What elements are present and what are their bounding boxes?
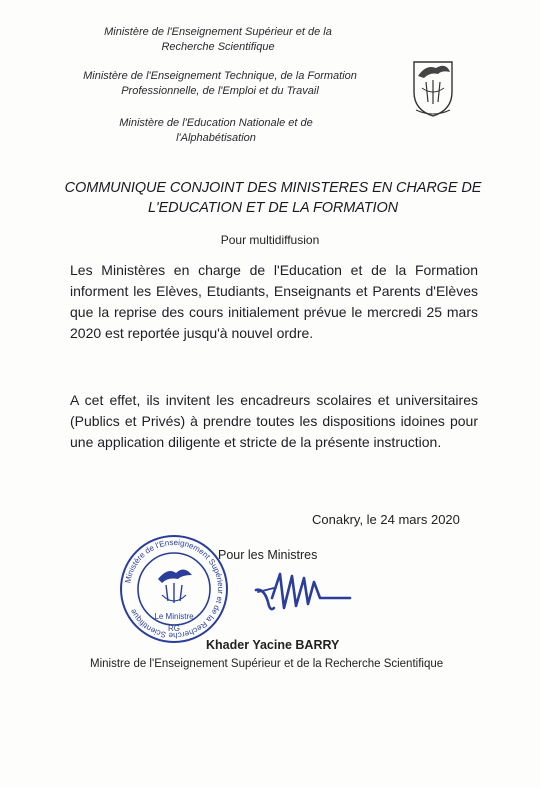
ministry-national-education: Ministère de l'Education Nationale et de l'Alphabétisation: [119, 117, 313, 144]
ministry-technical-education: Ministère de l'Enseignement Technique, de la Formation Professionnelle, de l'Emploi et du Travail: [83, 70, 357, 97]
stamp-ring-text: Ministère de l'Enseignement Supérieur et de la Recherche Scientifique: [123, 537, 226, 641]
communique-title: COMMUNIQUE CONJOINT DES MINISTERES EN CHARGE DE L'EDUCATION ET DE LA FORMATION: [64, 180, 482, 216]
distribution-note: Pour multidiffusion: [220, 233, 320, 247]
body-paragraph: A cet effet, ils invitent les encadreurs scolaires et universitaires (Publics et Privés) à prendre toutes les dispositions idoines pour une application diligente et stricte de la présente instruction.: [70, 392, 478, 450]
official-stamp: [118, 533, 230, 645]
on-behalf-label: Pour les Ministres: [218, 548, 318, 562]
handwritten-signature: [250, 568, 360, 618]
body-paragraph: Les Ministères en charge de l'Education et de la Formation informent les Elèves, Etudiants, Enseignants et Parents d'Elèves que la reprise des cours initialement prévue le mercredi 25 mars 2020 est reportée jusqu'à nouvel ordre.: [70, 262, 478, 341]
stamp-center-text: Le Ministre: [154, 612, 194, 621]
ministry-higher-education: Ministère de l'Enseignement Supérieur et de la Recherche Scientifique: [104, 26, 332, 53]
signer-title: Ministre de l'Enseignement Supérieur et de la Recherche Scientifique: [90, 658, 444, 670]
signer-name: Khader Yacine BARRY: [206, 638, 340, 652]
place-and-date: Conakry, le 24 mars 2020: [312, 512, 460, 527]
stamp-country-code: RG: [168, 624, 180, 633]
guinea-coat-of-arms-icon: [406, 52, 460, 118]
